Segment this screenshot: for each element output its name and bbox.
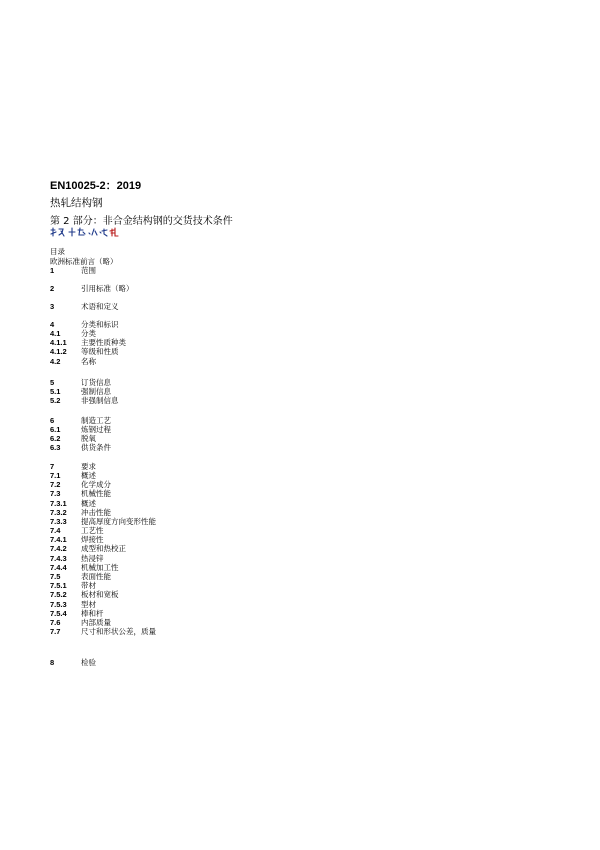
toc-entry-text: 订货信息 [81, 378, 111, 387]
toc-entry-text: 机械加工性 [81, 563, 119, 572]
toc-entry-number: 7.5.1 [50, 581, 67, 590]
toc-entry-number: 4 [50, 320, 55, 329]
toc-entry-text: 分类 [81, 329, 96, 338]
toc-entry-text: 引用标准（略） [81, 284, 134, 293]
toc-entry-text: 机械性能 [81, 489, 111, 498]
toc-entry-number: 5.2 [50, 396, 61, 405]
toc-entry-number: 7.5 [50, 572, 61, 581]
toc-entry-text: 术语和定义 [81, 302, 119, 311]
toc-entry-text: 热浸锌 [81, 554, 104, 563]
document-subtitle: 第 2 部分：非合金结构钢的交货技术条件 [50, 216, 233, 227]
toc-entry-number: 7.3.2 [50, 508, 67, 517]
toc-entry-number: 7.4 [50, 526, 61, 535]
toc-entry-number: 4.1.2 [50, 347, 67, 356]
toc-entry-number: 1 [50, 266, 55, 275]
toc-entry-number: 8 [50, 658, 55, 667]
toc-entry-text: 检验 [81, 658, 96, 667]
toc-entry-number: 7.3.1 [50, 499, 67, 508]
toc-entry-text: 带材 [81, 581, 96, 590]
toc-entry-number: 3 [50, 302, 55, 311]
toc-entry-number: 7 [50, 462, 55, 471]
toc-entry-text: 概述 [81, 499, 96, 508]
toc-entry-text: 脱氧 [81, 434, 96, 443]
toc-entry-number: 7.2 [50, 480, 61, 489]
toc-entry-text: 型材 [81, 600, 96, 609]
toc-entry-text: 制造工艺 [81, 416, 111, 425]
toc-entry-text: 内部质量 [81, 618, 111, 627]
toc-entry-number: 5.1 [50, 387, 61, 396]
toc-entry-text: 范围 [81, 266, 96, 275]
toc-entry-text: 炼钢过程 [81, 425, 111, 434]
toc-foreword: 欧洲标准前言（略） [50, 257, 118, 266]
toc-entry-number: 7.3 [50, 489, 61, 498]
toc-entry-number: 6 [50, 416, 55, 425]
toc-entry-number: 7.5.3 [50, 600, 67, 609]
toc-entry-number: 5 [50, 378, 55, 387]
toc-entry-number: 4.2 [50, 357, 61, 366]
toc-entry-number: 7.4.4 [50, 563, 67, 572]
toc-entry-number: 6.1 [50, 425, 61, 434]
toc-entry-text: 板材和宽板 [81, 590, 119, 599]
toc-entry-number: 7.4.1 [50, 535, 67, 544]
toc-entry-number: 6.2 [50, 434, 61, 443]
toc-entry-number: 4.1 [50, 329, 61, 338]
toc-entry-number: 7.4.3 [50, 554, 67, 563]
toc-heading: 目录 [50, 247, 65, 256]
toc-entry-text: 概述 [81, 471, 96, 480]
toc-entry-number: 4.1.1 [50, 338, 67, 347]
toc-entry-text: 尺寸和形状公差，质量 [81, 627, 156, 636]
toc-entry-number: 7.7 [50, 627, 61, 636]
toc-entry-text: 非强制信息 [81, 396, 119, 405]
toc-entry-number: 7.4.2 [50, 544, 67, 553]
toc-entry-text: 表面性能 [81, 572, 111, 581]
toc-entry-text: 工艺性 [81, 526, 104, 535]
toc-entry-text: 焊接性 [81, 535, 104, 544]
toc-entry-text: 主要性质种类 [81, 338, 126, 347]
standard-code: EN10025-2：2019 [50, 180, 142, 192]
toc-entry-number: 2 [50, 284, 55, 293]
toc-entry-text: 化学成分 [81, 480, 111, 489]
translator-signature-image [50, 226, 120, 238]
toc-entry-text: 冲击性能 [81, 508, 111, 517]
toc-entry-number: 7.5.4 [50, 609, 67, 618]
toc-entry-text: 提高厚度方向变形性能 [81, 517, 156, 526]
toc-entry-text: 棒和杆 [81, 609, 104, 618]
toc-entry-text: 强制信息 [81, 387, 111, 396]
toc-entry-number: 7.6 [50, 618, 61, 627]
toc-entry-number: 7.3.3 [50, 517, 67, 526]
toc-entry-text: 要求 [81, 462, 96, 471]
toc-entry-text: 分类和标识 [81, 320, 119, 329]
document-title: 热轧结构钢 [50, 197, 103, 209]
toc-entry-text: 供货条件 [81, 443, 111, 452]
toc-entry-text: 成型和热校正 [81, 544, 126, 553]
toc-entry-number: 6.3 [50, 443, 61, 452]
toc-entry-number: 7.1 [50, 471, 61, 480]
toc-entry-text: 等级和性质 [81, 347, 119, 356]
toc-entry-text: 名称 [81, 357, 96, 366]
toc-entry-number: 7.5.2 [50, 590, 67, 599]
